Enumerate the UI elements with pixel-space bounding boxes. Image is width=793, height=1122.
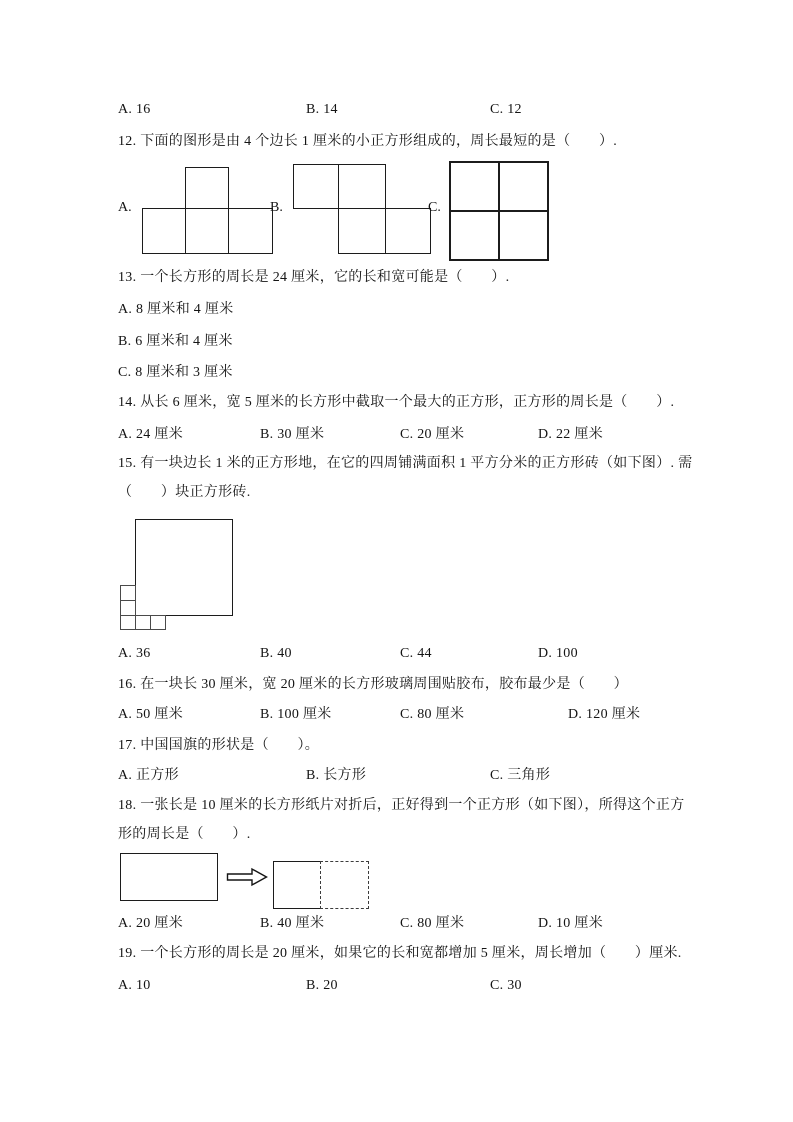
q16-option-c: C. 80 厘米 (400, 707, 465, 722)
q19-option-a: A. 10 (118, 978, 151, 993)
q18-option-a: A. 20 厘米 (118, 916, 184, 931)
q12-figC-horizontal-line (451, 210, 547, 212)
q19-option-b: B. 20 (306, 978, 338, 993)
q12-figure-c-label: C. (428, 200, 441, 215)
question-18-text-line2: 形的周长是（ ）. (118, 827, 251, 842)
q18-option-b: B. 40 厘米 (260, 916, 325, 931)
q16-option-b: B. 100 厘米 (260, 707, 332, 722)
question-14-options-row (0, 426, 793, 444)
q14-option-a: A. 24 厘米 (118, 427, 184, 442)
q12-figA-bottom-square-3 (228, 208, 273, 254)
q12-figA-bottom-square-2 (185, 208, 229, 254)
q15-left-tile-1 (120, 585, 136, 601)
q14-option-c: C. 20 厘米 (400, 427, 465, 442)
q15-option-a: A. 36 (118, 646, 151, 661)
q15-big-square (135, 519, 233, 616)
q13-option-b: B. 6 厘米和 4 厘米 (118, 334, 233, 349)
question-19-options-row (0, 977, 793, 995)
question-14-text: 14. 从长 6 厘米，宽 5 厘米的长方形中截取一个最大的正方形，正方形的周长是（ ）. (118, 395, 675, 410)
question-19-text: 19. 一个长方形的周长是 20 厘米，如果它的长和宽都增加 5 厘米，周长增加（ ）厘米. (118, 946, 682, 961)
q12-figB-bottom-square-1 (338, 208, 386, 254)
q17-option-c: C. 三角形 (490, 768, 551, 783)
question-16-text: 16. 在一块长 30 厘米，宽 20 厘米的长方形玻璃周围贴胶布，胶布最少是（ ） (118, 677, 628, 692)
q15-bottom-tile-3 (150, 615, 166, 630)
q12-figA-bottom-square-1 (142, 208, 186, 254)
question-16-options-row (0, 706, 793, 724)
q15-left-tile-2 (120, 600, 136, 616)
q12-figure-b-label: B. (270, 200, 283, 215)
q17-option-b: B. 长方形 (306, 768, 367, 783)
right-arrow-icon (226, 866, 268, 893)
q12-figA-top-square (185, 167, 229, 209)
q18-option-d: D. 10 厘米 (538, 916, 604, 931)
q12-figure-c (449, 161, 549, 261)
question-15-options-row (0, 645, 793, 663)
q17-option-a: A. 正方形 (118, 768, 179, 783)
q11-option-c: C. 12 (490, 102, 522, 117)
q13-option-a: A. 8 厘米和 4 厘米 (118, 302, 234, 317)
q13-option-c: C. 8 厘米和 3 厘米 (118, 365, 233, 380)
q15-option-c: C. 44 (400, 646, 432, 661)
q12-figB-bottom-square-2 (385, 208, 431, 254)
question-11-options-row (0, 101, 793, 119)
q18-option-c: C. 80 厘米 (400, 916, 465, 931)
q11-option-a: A. 16 (118, 102, 151, 117)
q15-option-b: B. 40 (260, 646, 292, 661)
q18-solid-square (273, 861, 321, 909)
q11-option-b: B. 14 (306, 102, 338, 117)
q18-dashed-square (320, 861, 369, 909)
q14-option-b: B. 30 厘米 (260, 427, 325, 442)
q14-option-d: D. 22 厘米 (538, 427, 604, 442)
question-13-text: 13. 一个长方形的周长是 24 厘米，它的长和宽可能是（ ）. (118, 270, 510, 285)
question-18-options-row (0, 915, 793, 933)
question-17-text: 17. 中国国旗的形状是（ ）。 (118, 738, 320, 753)
q15-bottom-tile-2 (135, 615, 151, 630)
q19-option-c: C. 30 (490, 978, 522, 993)
question-15-text-line1: 15. 有一块边长 1 米的正方形地，在它的四周铺满面积 1 平方分米的正方形砖（如下图）. 需 (118, 456, 693, 471)
q12-figB-top-square-2 (338, 164, 386, 209)
q16-option-d: D. 120 厘米 (568, 707, 641, 722)
q12-figure-a-label: A. (118, 200, 132, 215)
question-15-text-line2: （ ）块正方形砖. (118, 485, 251, 500)
q15-option-d: D. 100 (538, 646, 578, 661)
question-18-text-line1: 18. 一张长是 10 厘米的长方形纸片对折后，正好得到一个正方形（如下图），所得这个正方 (118, 798, 685, 813)
q18-rectangle (120, 853, 218, 901)
q15-bottom-tile-1 (120, 615, 136, 630)
question-12-text: 12. 下面的图形是由 4 个边长 1 厘米的小正方形组成的，周长最短的是（ ）. (118, 134, 618, 149)
q16-option-a: A. 50 厘米 (118, 707, 184, 722)
q12-figB-top-square-1 (293, 164, 339, 209)
question-17-options-row (0, 767, 793, 785)
